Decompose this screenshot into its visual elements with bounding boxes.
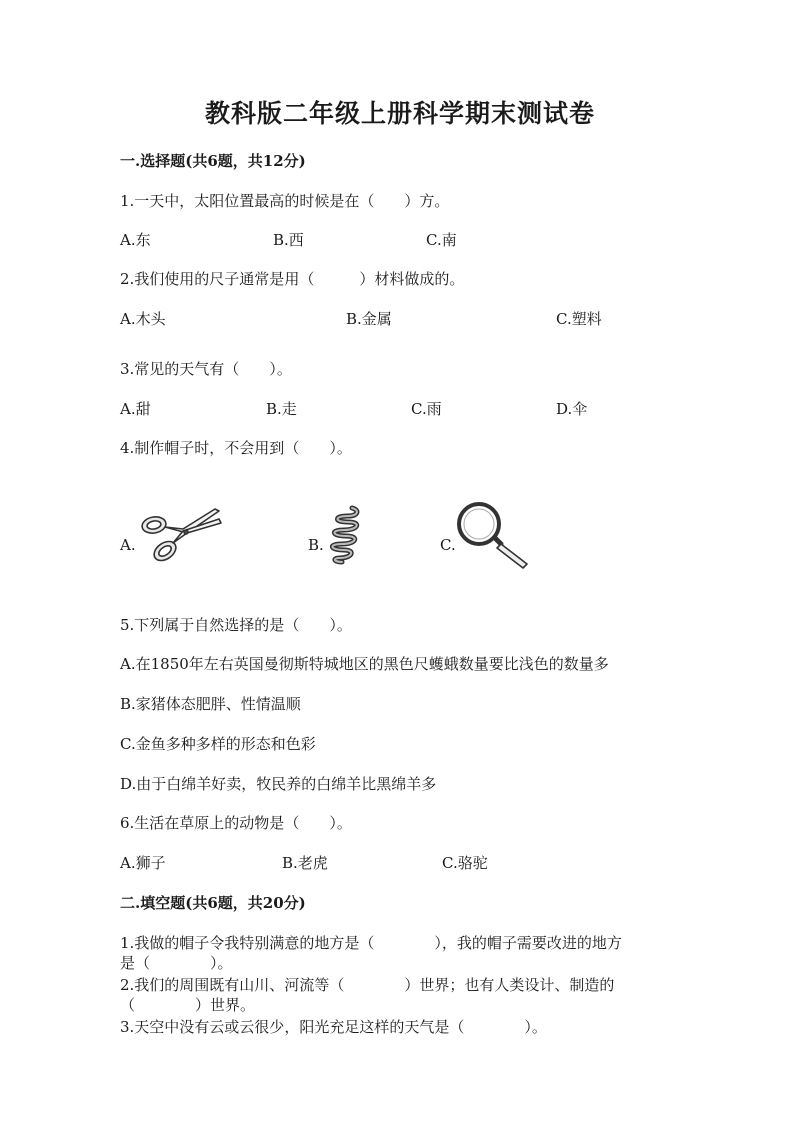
option-c: C.南 [426,231,457,249]
option-a: A.在1850年左右英国曼彻斯特城地区的黑色尺蠖蛾数量要比浅色的数量多 [120,655,609,673]
scissors-icon [137,503,227,567]
fill-question-line: 3.天空中没有云或云很少，阳光充足这样的天气是（ ）。 [120,1018,547,1036]
fill-question-line: 是（ ）。 [120,954,233,972]
option-b: B.家猪体态肥胖、性情温顺 [120,695,301,713]
option-d: D.由于白绵羊好卖，牧民养的白绵羊比黑绵羊多 [120,775,437,793]
magnifier-icon [455,500,535,570]
option-a: A. [120,536,136,554]
option-c: C. [440,536,456,554]
option-c: C.雨 [411,400,442,418]
section-heading-choice: 一.选择题(共6题，共12分) [120,152,306,170]
option-c: C.金鱼多种多样的形态和色彩 [120,735,316,753]
question-stem: 3.常见的天气有（ ）。 [120,360,292,378]
spring-icon [322,504,362,566]
option-b: B.走 [266,400,297,418]
option-a: A.甜 [120,400,151,418]
option-b: B.西 [273,231,304,249]
question-stem: 1.一天中，太阳位置最高的时候是在（ ）方。 [120,192,450,210]
option-b: B.老虎 [282,854,328,872]
option-b: B. [308,536,324,554]
question-stem: 5.下列属于自然选择的是（ ）。 [120,616,352,634]
fill-question-line: （ ）世界。 [120,996,256,1014]
question-stem: 2.我们使用的尺子通常是用（ ）材料做成的。 [120,270,465,288]
question-stem: 4.制作帽子时，不会用到（ ）。 [120,439,352,457]
option-a: A.狮子 [120,854,166,872]
option-d: D.伞 [556,400,588,418]
question-stem: 6.生活在草原上的动物是（ ）。 [120,814,352,832]
section-heading-fill: 二.填空题(共6题，共20分) [120,894,306,912]
fill-question-line: 1.我做的帽子令我特别满意的地方是（ ），我的帽子需要改进的地方 [120,934,622,952]
option-a: A.木头 [120,310,166,328]
option-c: C.塑料 [556,310,602,328]
page-title: 教科版二年级上册科学期末测试卷 [204,99,595,128]
option-c: C.骆驼 [442,854,488,872]
fill-question-line: 2.我们的周围既有山川、河流等（ ）世界；也有人类设计、制造的 [120,976,615,994]
option-a: A.东 [120,231,151,249]
option-b: B.金属 [346,310,392,328]
